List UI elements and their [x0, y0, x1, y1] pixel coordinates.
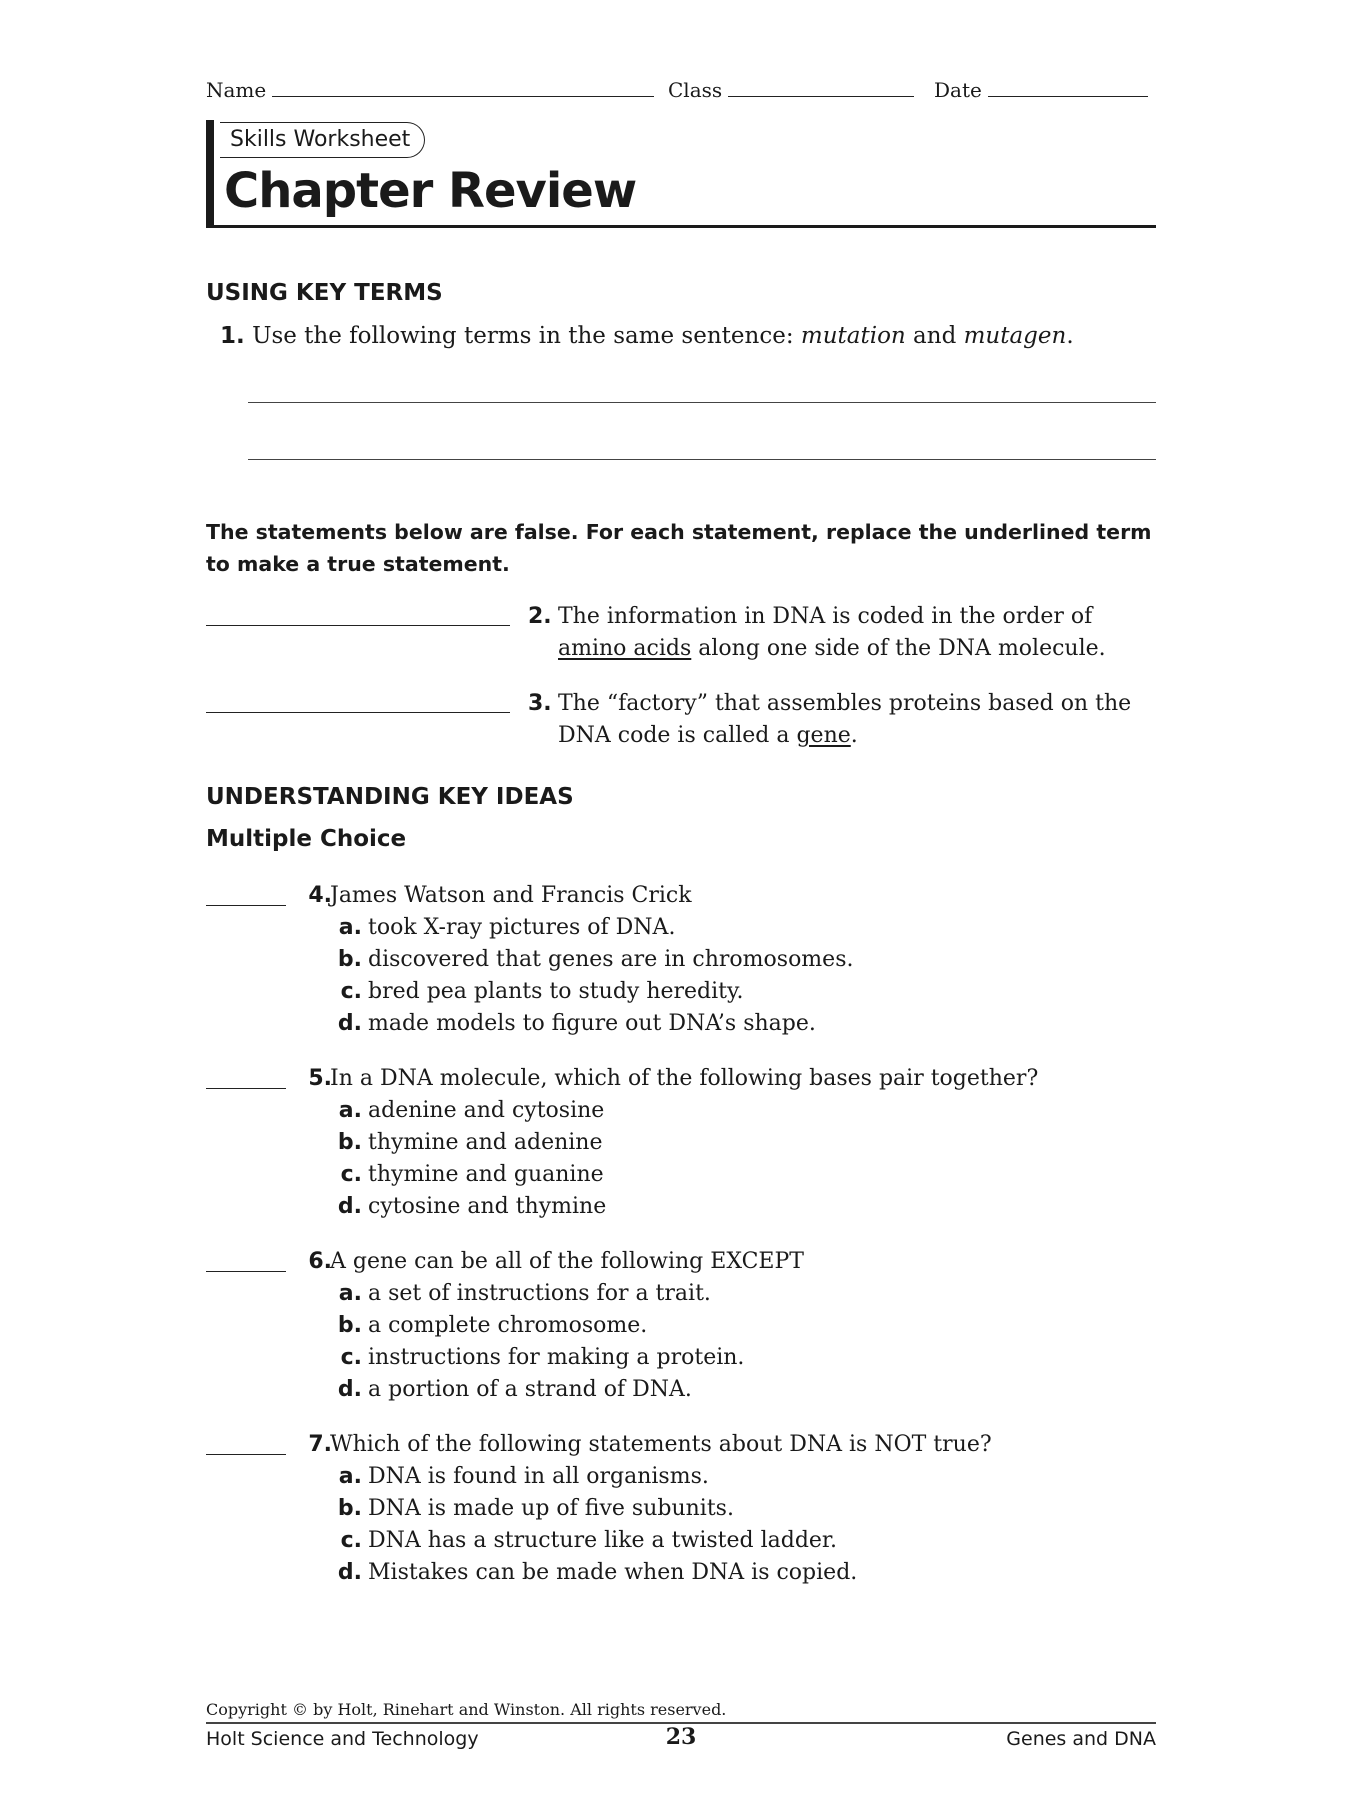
- option-text: cytosine and thymine: [368, 1194, 607, 1219]
- copyright-notice: Copyright © by Holt, Rinehart and Winston. All rights reserved.: [206, 1700, 727, 1719]
- option-letter: b.: [337, 1313, 362, 1338]
- question-6-stem: A gene can be all of the following EXCEPT: [330, 1249, 804, 1274]
- question-7-stem: Which of the following statements about DNA is NOT true?: [330, 1432, 992, 1457]
- question-number: 5.: [308, 1066, 332, 1091]
- term-mutation: mutation: [800, 323, 906, 349]
- section-heading-key-terms: USING KEY TERMS: [206, 280, 443, 306]
- page-number: 23: [665, 1724, 697, 1750]
- answer-blank-2[interactable]: [206, 625, 510, 626]
- option-letter: a.: [338, 1281, 362, 1306]
- option-letter: d.: [337, 1560, 362, 1585]
- question-text-line2: [558, 633, 1158, 665]
- option-7d[interactable]: [330, 1557, 857, 1589]
- underlined-term: gene: [796, 723, 851, 748]
- option-text: DNA is found in all organisms.: [368, 1464, 709, 1489]
- title-side-bar: [206, 120, 214, 228]
- option-text: instructions for making a protein.: [368, 1345, 745, 1370]
- question-1: [220, 320, 1074, 352]
- option-5d[interactable]: [330, 1191, 606, 1223]
- student-info-header: [206, 78, 1156, 104]
- option-text: a set of instructions for a trait.: [368, 1281, 711, 1306]
- answer-line-2[interactable]: [248, 459, 1156, 460]
- question-text: and: [905, 323, 964, 349]
- answer-blank-5[interactable]: [206, 1088, 286, 1089]
- question-text: The information in DNA is coded in the order of: [558, 604, 1093, 629]
- question-text: Use the following terms in the same sentence:: [252, 323, 801, 349]
- section-heading-key-ideas: UNDERSTANDING KEY IDEAS: [206, 784, 574, 810]
- question-5-stem: In a DNA molecule, which of the following bases pair together?: [330, 1066, 1039, 1091]
- option-4b[interactable]: [330, 944, 853, 976]
- option-letter: a.: [338, 1464, 362, 1489]
- false-statements-instruction: The statements below are false. For each statement, replace the underlined term to make a true statement.: [206, 520, 1152, 576]
- class-label: Class: [668, 78, 723, 102]
- option-4d[interactable]: [330, 1008, 816, 1040]
- name-line[interactable]: [272, 78, 654, 97]
- option-5a[interactable]: [330, 1095, 604, 1127]
- question-2: [558, 601, 1158, 665]
- page-title: Chapter Review: [224, 163, 637, 219]
- answer-blank-4[interactable]: [206, 905, 286, 906]
- option-text: took X-ray pictures of DNA.: [368, 915, 676, 940]
- option-letter: b.: [337, 1496, 362, 1521]
- date-line[interactable]: [988, 78, 1148, 97]
- date-field[interactable]: [934, 78, 1148, 102]
- question-text: .: [850, 723, 858, 748]
- option-4a[interactable]: [330, 912, 675, 944]
- option-text: discovered that genes are in chromosomes.: [368, 947, 854, 972]
- answer-blank-6[interactable]: [206, 1271, 286, 1272]
- class-line[interactable]: [728, 78, 914, 97]
- option-letter: d.: [337, 1194, 362, 1219]
- option-text: thymine and adenine: [368, 1130, 603, 1155]
- class-field[interactable]: [668, 78, 914, 102]
- option-letter: c.: [340, 1528, 362, 1553]
- question-text: along one side of the DNA molecule.: [691, 636, 1106, 661]
- option-letter: c.: [340, 1162, 362, 1187]
- footer-book-title: Holt Science and Technology: [206, 1728, 479, 1750]
- term-mutagen: mutagen: [963, 323, 1067, 349]
- option-6b[interactable]: [330, 1310, 647, 1342]
- option-text: thymine and guanine: [368, 1162, 604, 1187]
- option-text: a complete chromosome.: [368, 1313, 648, 1338]
- option-letter: d.: [337, 1377, 362, 1402]
- option-letter: c.: [340, 979, 362, 1004]
- worksheet-page: [206, 0, 1156, 1800]
- question-text: The “factory” that assembles proteins based on the: [558, 691, 1132, 716]
- option-5b[interactable]: [330, 1127, 603, 1159]
- question-3: [558, 688, 1158, 752]
- option-6a[interactable]: [330, 1278, 711, 1310]
- option-4c[interactable]: [330, 976, 744, 1008]
- question-number: 2.: [528, 604, 552, 629]
- option-text: made models to figure out DNA’s shape.: [368, 1011, 816, 1036]
- question-text-line2: [558, 720, 1158, 752]
- subheading-multiple-choice: Multiple Choice: [206, 826, 407, 852]
- question-number: 7.: [308, 1432, 332, 1457]
- option-text: bred pea plants to study heredity.: [368, 979, 744, 1004]
- option-text: adenine and cytosine: [368, 1098, 605, 1123]
- option-letter: a.: [338, 915, 362, 940]
- option-letter: b.: [337, 947, 362, 972]
- question-number: 6.: [308, 1249, 332, 1274]
- option-letter: b.: [337, 1130, 362, 1155]
- option-6d[interactable]: [330, 1374, 692, 1406]
- name-label: Name: [206, 78, 267, 102]
- question-number: 1.: [220, 323, 245, 349]
- date-label: Date: [934, 78, 982, 102]
- question-number: 3.: [528, 691, 552, 716]
- question-4-stem: James Watson and Francis Crick: [330, 883, 692, 908]
- option-7b[interactable]: [330, 1493, 734, 1525]
- option-letter: a.: [338, 1098, 362, 1123]
- option-7a[interactable]: [330, 1461, 709, 1493]
- option-text: DNA has a structure like a twisted ladder.: [368, 1528, 838, 1553]
- answer-blank-3[interactable]: [206, 712, 510, 713]
- answer-line-1[interactable]: [248, 402, 1156, 403]
- option-7c[interactable]: [330, 1525, 837, 1557]
- question-text: DNA code is called a: [558, 723, 797, 748]
- option-letter: c.: [340, 1345, 362, 1370]
- option-5c[interactable]: [330, 1159, 604, 1191]
- title-rule: [206, 225, 1156, 228]
- footer-chapter-name: Genes and DNA: [1006, 1728, 1156, 1750]
- underlined-term: amino acids: [558, 636, 692, 661]
- worksheet-type-tab: Skills Worksheet: [220, 122, 425, 158]
- option-text: Mistakes can be made when DNA is copied.: [368, 1560, 858, 1585]
- option-6c[interactable]: [330, 1342, 744, 1374]
- option-text: a portion of a strand of DNA.: [368, 1377, 692, 1402]
- question-text: .: [1066, 323, 1074, 349]
- option-letter: d.: [337, 1011, 362, 1036]
- answer-blank-7[interactable]: [206, 1454, 286, 1455]
- name-field[interactable]: [206, 78, 654, 102]
- question-number: 4.: [308, 883, 332, 908]
- option-text: DNA is made up of five subunits.: [368, 1496, 734, 1521]
